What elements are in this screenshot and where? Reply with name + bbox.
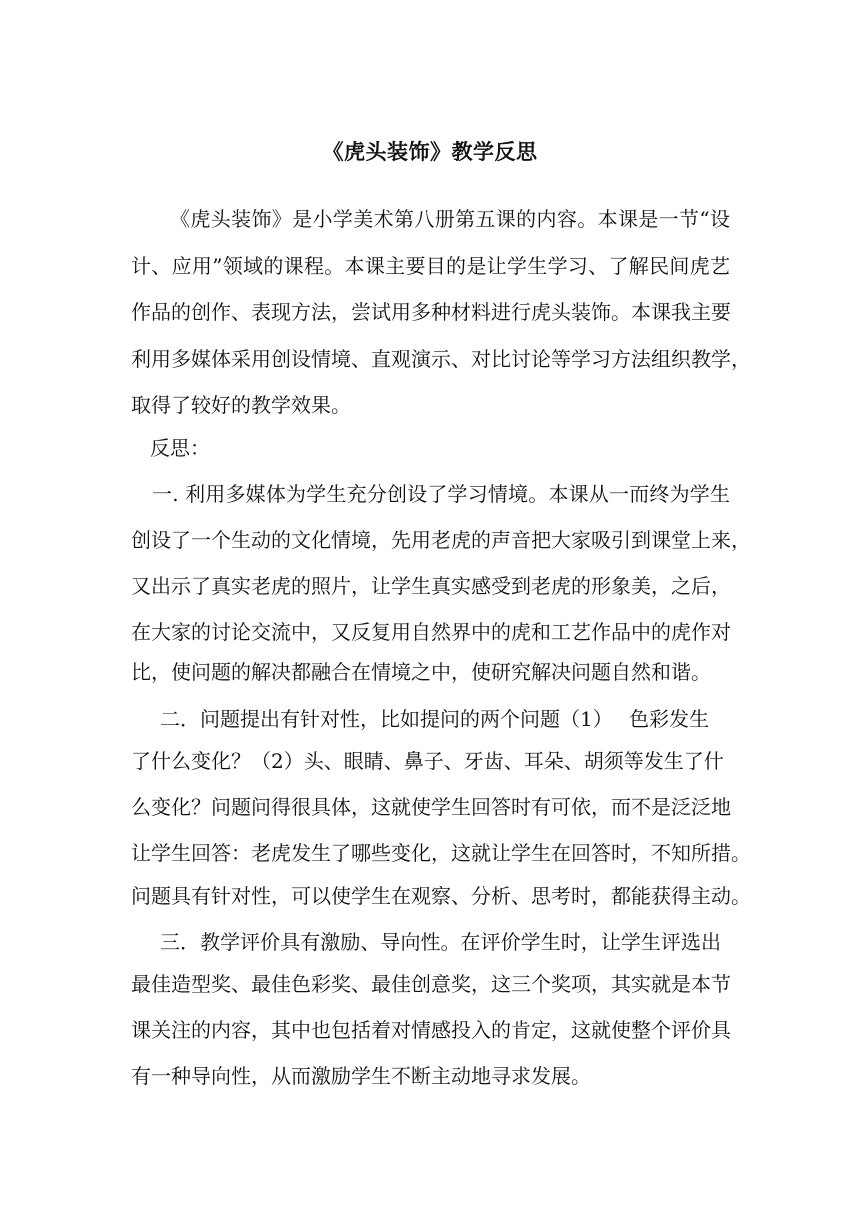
- paragraph-line: 三．教学评价具有激励、导向性。在评价学生时，让学生评选出: [160, 930, 721, 954]
- paragraph-line: 了什么变化？（2）头、眼睛、鼻子、牙齿、耳朵、胡须等发生了什: [131, 749, 724, 773]
- paragraph-line: 最佳造型奖、最佳色彩奖、最佳创意奖，这三个奖项，其实就是本节: [131, 972, 731, 996]
- paragraph-line: 计、应用”领域的课程。本课主要目的是让学生学习、了解民间虎艺: [131, 254, 730, 278]
- section-heading: 反思：: [150, 436, 210, 460]
- paragraph-line: 比，使问题的解决都融合在情境之中，使研究解决问题自然和谐。: [131, 660, 711, 684]
- paragraph-line: 课关注的内容，其中也包括着对情感投入的肯定，这就使整个评价具: [131, 1018, 731, 1042]
- paragraph-line: 问题具有针对性，可以使学生在观察、分析、思考时，都能获得主动。: [131, 884, 751, 908]
- paragraph-line: 《虎头装饰》是小学美术第八册第五课的内容。本课是一节“设: [170, 207, 730, 231]
- paragraph-line: 在大家的讨论交流中，又反复用自然界中的虎和工艺作品中的虎作对: [131, 620, 731, 644]
- paragraph-line: 一. 利用多媒体为学生充分创设了学习情境。本课从一而终为学生: [152, 482, 730, 506]
- paragraph-line: 让学生回答：老虎发生了哪些变化，这就让学生在回答时，不知所措。: [131, 841, 751, 865]
- paragraph-line: 又出示了真实老虎的照片，让学生真实感受到老虎的形象美，之后，: [131, 574, 731, 598]
- document-title: 《虎头装饰》教学反思: [322, 139, 538, 164]
- paragraph-line: 创设了一个生动的文化情境，先用老虎的声音把大家吸引到课堂上来，: [131, 528, 751, 552]
- paragraph-line: 有一种导向性，从而激励学生不断主动地寻求发展。: [131, 1064, 591, 1088]
- paragraph-line: 二．问题提出有针对性，比如提问的两个问题（1） 色彩发生: [160, 707, 710, 731]
- paragraph-line: 作品的创作、表现方法，尝试用多种材料进行虎头装饰。本课我主要: [131, 300, 731, 324]
- paragraph-line: 取得了较好的教学效果。: [131, 393, 351, 417]
- paragraph-line: 么变化？问题问得很具体，这就使学生回答时有可依，而不是泛泛地: [131, 795, 731, 819]
- paragraph-line: 利用多媒体采用创设情境、直观演示、对比讨论等学习方法组织教学，: [131, 347, 751, 371]
